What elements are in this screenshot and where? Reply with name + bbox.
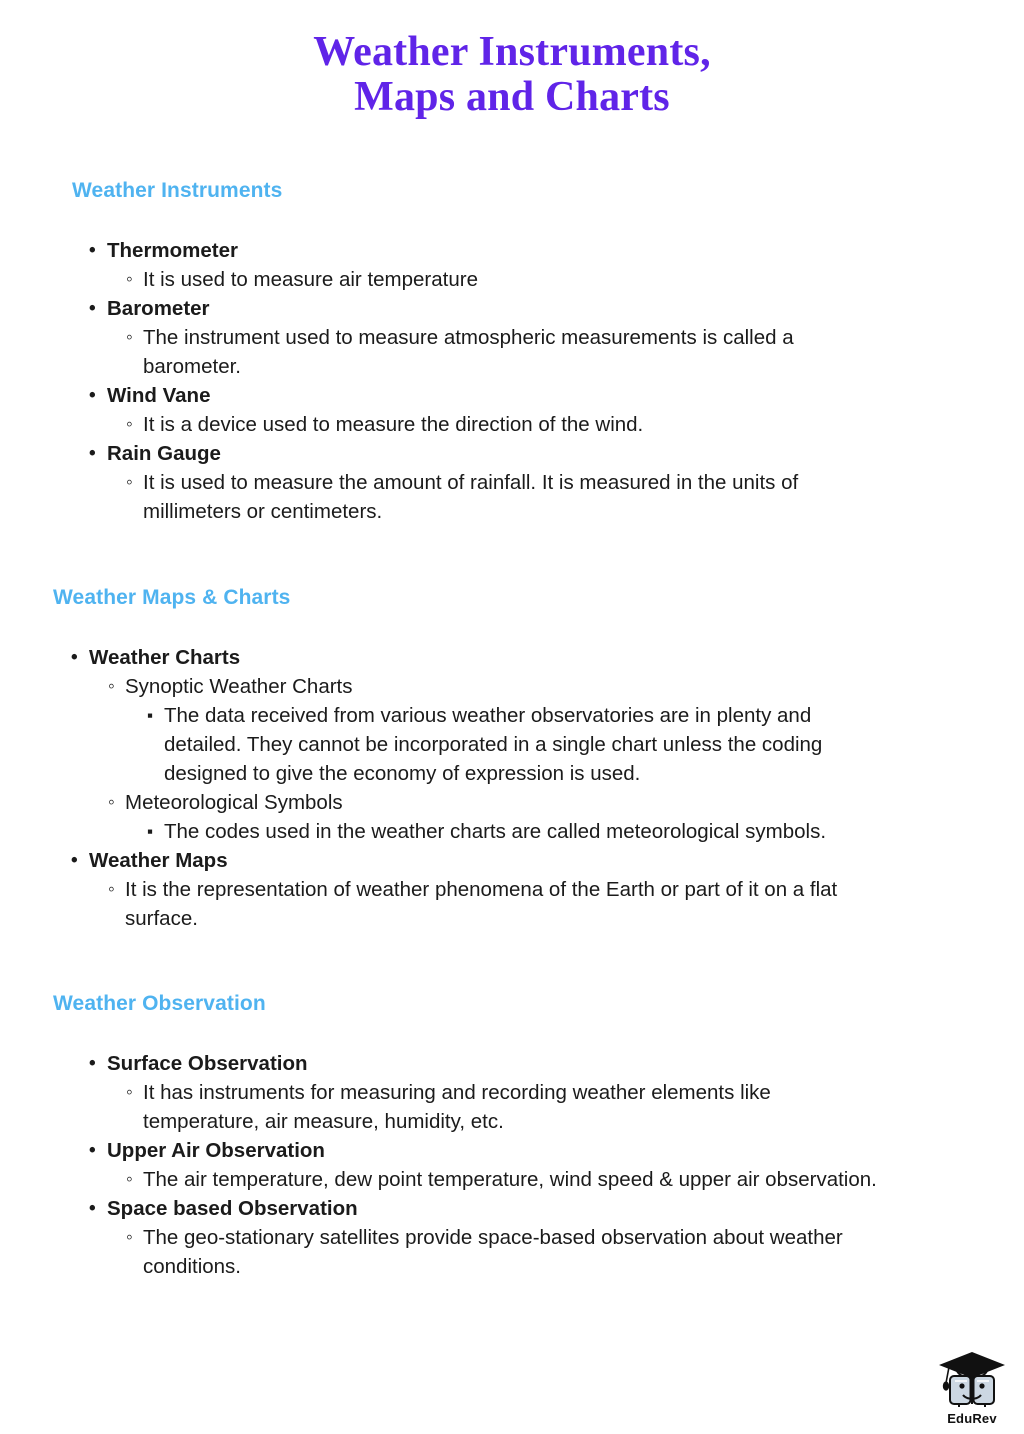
section-heading-weather-maps-charts: Weather Maps & Charts (53, 585, 291, 609)
list-item-label: ◦ Synoptic Weather Charts (125, 672, 871, 701)
list-item-label: • Thermometer (107, 236, 889, 265)
list-item-label: • Upper Air Observation (107, 1136, 889, 1165)
list-item (89, 236, 889, 294)
edurev-logo (934, 1350, 1010, 1426)
section-heading-weather-observation: Weather Observation (53, 991, 266, 1015)
sublist (146, 817, 871, 846)
list-item (126, 410, 889, 439)
sublist (126, 1223, 889, 1281)
list-item-label: ◦ It is used to measure the amount of rainfall. It is measured in the units of millimeters or centimeters. (143, 468, 889, 526)
edurev-logo-text: EduRev (947, 1411, 997, 1426)
section-heading-weather-instruments: Weather Instruments (72, 178, 283, 202)
list-item-label: • Wind Vane (107, 381, 889, 410)
sublist (146, 701, 871, 788)
list-item (126, 323, 889, 381)
sublist (126, 1165, 889, 1194)
list-item (89, 1136, 889, 1194)
graduation-cap-book-mascot-icon (934, 1350, 1010, 1413)
list-item (126, 468, 889, 526)
list-item-label: ◦ It is used to measure air temperature (143, 265, 889, 294)
sublist (126, 323, 889, 381)
sublist (126, 1078, 889, 1136)
section-weather-instruments (0, 179, 1024, 526)
list-item-label: ◦ It is a device used to measure the direction of the wind. (143, 410, 889, 439)
sublist (108, 875, 871, 933)
sublist (126, 468, 889, 526)
list-item (146, 701, 871, 788)
page-title-line-1: Weather Instruments, (313, 29, 711, 75)
list-item (89, 381, 889, 439)
list-item-label: • Weather Maps (89, 846, 871, 875)
list-item (126, 1078, 889, 1136)
list-item (89, 1049, 889, 1136)
list-item (108, 672, 871, 788)
list-item-label: ◦ It has instruments for measuring and recording weather elements like temperature, air measure, humidity, etc. (143, 1078, 889, 1136)
page-title (0, 0, 1024, 120)
list-item (108, 788, 871, 846)
list-weather-instruments (89, 236, 889, 526)
list-item-label: • Weather Charts (89, 643, 871, 672)
sublist (108, 672, 871, 846)
list-item-label: ◦ The geo-stationary satellites provide space-based observation about weather conditions. (143, 1223, 889, 1281)
list-item (108, 875, 871, 933)
list-item (89, 294, 889, 381)
list-weather-observation (89, 1049, 889, 1281)
list-item-label: • Space based Observation (107, 1194, 889, 1223)
list-item-label: ▪ The codes used in the weather charts are called meteorological symbols. (164, 817, 871, 846)
section-weather-maps-charts (0, 586, 1024, 933)
sublist (126, 410, 889, 439)
list-item (126, 1165, 889, 1194)
list-item-label: • Rain Gauge (107, 439, 889, 468)
list-item-label: • Surface Observation (107, 1049, 889, 1078)
list-item-label: ▪ The data received from various weather observatories are in plenty and detailed. They cannot be incorporated in a single chart unless the coding designed to give the economy of expression is used. (164, 701, 871, 788)
list-item (71, 643, 871, 846)
section-weather-observation (0, 992, 1024, 1281)
list-item (126, 1223, 889, 1281)
sublist (126, 265, 889, 294)
list-item-label: ◦ It is the representation of weather phenomena of the Earth or part of it on a flat surface. (125, 875, 871, 933)
list-weather-maps-charts (71, 643, 871, 933)
list-item (89, 1194, 889, 1281)
list-item (126, 265, 889, 294)
list-item (146, 817, 871, 846)
list-item-label: ◦ The instrument used to measure atmospheric measurements is called a barometer. (143, 323, 889, 381)
page-title-line-2: Maps and Charts (354, 73, 670, 120)
list-item (71, 846, 871, 933)
list-item-label: ◦ The air temperature, dew point temperature, wind speed & upper air observation. (143, 1165, 889, 1194)
list-item (89, 439, 889, 526)
list-item-label: ◦ Meteorological Symbols (125, 788, 871, 817)
list-item-label: • Barometer (107, 294, 889, 323)
